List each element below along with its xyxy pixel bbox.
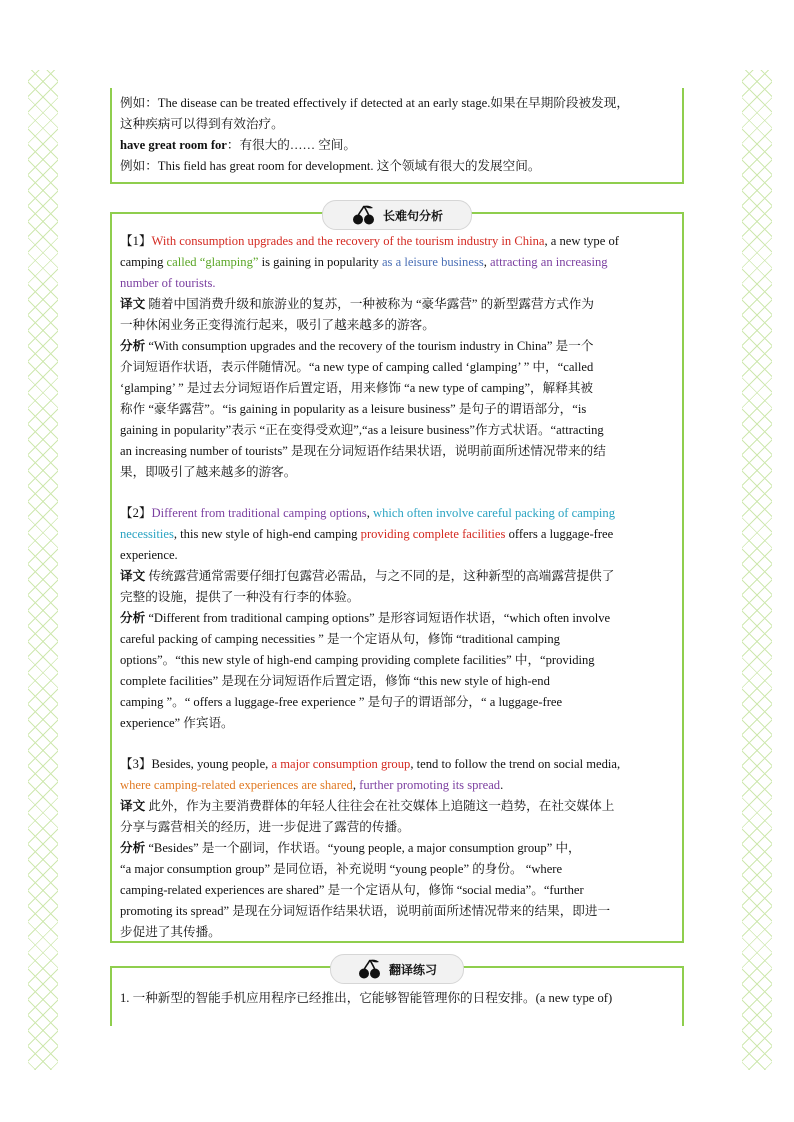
section-header-practice <box>330 954 464 984</box>
clause-purple: Different from traditional camping options <box>151 506 367 520</box>
analysis-2-line-2: careful packing of camping necessities ” 是一个定语从句，修饰 “traditional camping <box>120 632 560 646</box>
sentence-2-line-1 <box>120 503 674 524</box>
clause-plain: , <box>366 506 373 520</box>
clause-cyan: necessities <box>120 527 174 541</box>
clause-plain: . <box>500 778 504 792</box>
sentence-2-line-2 <box>120 524 674 545</box>
phrase-term: have great room for <box>120 138 227 152</box>
analysis-2-line-1 <box>120 608 674 629</box>
analysis-label: 分析 <box>120 841 146 855</box>
clause-red: providing complete facilities <box>360 527 506 541</box>
sentence-1-line-2 <box>120 252 674 273</box>
clause-blue: as a leisure business <box>381 255 484 269</box>
analysis-label: 分析 <box>120 339 146 353</box>
long-sentence-analysis-box <box>110 208 684 943</box>
sentence-2-line-3: experience. <box>120 548 178 562</box>
clause-red: With consumption upgrades and the recovery of the tourism industry in China <box>151 234 545 248</box>
analysis-1-line-6: an increasing number of tourists” 是现在分词短语作结果状语，说明前面所述情况带来的结 <box>120 444 606 458</box>
clause-green: called “glamping” <box>166 255 259 269</box>
translation-label: 译文 <box>120 297 146 311</box>
analysis-3-line-1 <box>120 838 674 859</box>
clause-plain: , this new style of high-end camping <box>173 527 361 541</box>
example-line-2: 例如：This field has great room for development. 这个领域有很大的发展空间。 <box>120 159 541 173</box>
example-translation: 这种疾病可以得到有效治疗。 <box>120 117 284 131</box>
translation-text: 随着中国消费升级和旅游业的复苏，一种被称为 “豪华露营” 的新型露营方式作为 <box>145 297 594 311</box>
translation-practice-box <box>110 962 684 1026</box>
clause-plain: is gaining in popularity <box>258 255 382 269</box>
clause-purple: further promoting its spread <box>359 778 501 792</box>
sentence-number: 【3】 <box>120 757 152 771</box>
clause-plain: camping <box>120 255 167 269</box>
translation-1-line-2: 一种休闲业务正变得流行起来，吸引了越来越多的游客。 <box>120 318 435 332</box>
clause-purple: attracting an increasing <box>490 255 608 269</box>
analysis-label: 分析 <box>120 611 146 625</box>
analysis-1-line-2: 介词短语作状语，表示伴随情况。“a new type of camping called ‘glamping’ ” 中，“called <box>120 360 594 374</box>
analysis-text: “With consumption upgrades and the recovery of the tourism industry in China” 是一个 <box>145 339 594 353</box>
sentence-3-line-2 <box>120 775 674 796</box>
translation-3-line-2: 分享与露营相关的经历，进一步促进了露营的传播。 <box>120 820 410 834</box>
analysis-2-line-3: options”。“this new style of high-end camping providing complete facilities” 中，“providing <box>120 653 595 667</box>
clause-plain: Besides, young people, <box>151 757 272 771</box>
analysis-text: “Besides” 是一个副词，作状语。“young people, a major consumption group” 中， <box>145 841 581 855</box>
sentence-1-line-3: number of tourists. <box>120 276 216 290</box>
sentence-3-line-1 <box>120 754 674 775</box>
translation-label: 译文 <box>120 799 146 813</box>
cherry-icon <box>357 958 383 980</box>
analysis-text: “Different from traditional camping options” 是形容词短语作状语，“which often involve <box>145 611 611 625</box>
sentence-number: 【2】 <box>120 506 152 520</box>
example-line: 例如：The disease can be treated effectively if detected at an early stage.如果在早期阶段被发现， <box>120 96 629 110</box>
clause-plain: , <box>483 255 491 269</box>
translation-3-line-1 <box>120 796 674 817</box>
clause-plain: offers a luggage-free <box>505 527 614 541</box>
cherry-icon <box>351 204 377 226</box>
translation-text: 传统露营通常需要仔细打包露营必需品，与之不同的是，这种新型的高端露营提供了 <box>145 569 615 583</box>
analysis-3-line-5: 步促进了其传播。 <box>120 925 221 939</box>
translation-2-line-1 <box>120 566 674 587</box>
left-decorative-border <box>28 70 58 1070</box>
clause-plain: , a new type of <box>544 234 619 248</box>
practice-question-1: 1. 一种新型的智能手机应用程序已经推出，它能够智能管理你的日程安排。(a new type of) <box>120 991 613 1005</box>
analysis-1-line-1 <box>120 336 674 357</box>
clause-orange: where camping-related experiences are shared <box>120 778 353 792</box>
section-title: 长难句分析 <box>382 208 443 223</box>
analysis-2-line-5: camping ”。“ offers a luggage-free experience ” 是句子的谓语部分，“ a luggage-free <box>120 695 563 709</box>
translation-1-line-1 <box>120 294 674 315</box>
clause-plain: , <box>352 778 360 792</box>
translation-2-line-2: 完整的设施，提供了一种没有行李的体验。 <box>120 590 360 604</box>
translation-text: 此外，作为主要消费群体的年轻人往往会在社交媒体上追随这一趋势，在社交媒体上 <box>145 799 615 813</box>
analysis-3-line-4: promoting its spread” 是现在分词短语作结果状语，说明前面所述情况带来的结果，即进一 <box>120 904 611 918</box>
section-title: 翻译练习 <box>388 962 437 977</box>
phrase-entry <box>120 135 674 156</box>
sentence-1-line-1 <box>120 231 674 252</box>
sentence-number: 【1】 <box>120 234 152 248</box>
translation-label: 译文 <box>120 569 146 583</box>
clause-red: a major consumption group <box>271 757 411 771</box>
analysis-2-line-6: experience” 作宾语。 <box>120 716 234 730</box>
analysis-3-line-2: “a major consumption group” 是同位语，补充说明 “young people” 的身份。 “where <box>120 862 563 876</box>
analysis-1-line-5: gaining in popularity”表示 “正在变得受欢迎”,“as a leisure business”作方式状语。“attracting <box>120 423 604 437</box>
clause-cyan: which often involve careful packing of camping <box>373 506 615 520</box>
vocabulary-box <box>110 88 684 184</box>
analysis-1-line-3: ‘glamping’ ” 是过去分词短语作后置定语，用来修饰 “a new type of camping”，解释其被 <box>120 381 594 395</box>
analysis-1-line-4: 称作 “豪华露营”。“is gaining in popularity as a leisure business” 是句子的谓语部分，“is <box>120 402 587 416</box>
clause-plain: , tend to follow the trend on social media, <box>410 757 621 771</box>
phrase-meaning: ：有很大的…… 空间。 <box>226 138 356 152</box>
analysis-1-line-7: 果，即吸引了越来越多的游客。 <box>120 465 297 479</box>
right-decorative-border <box>742 70 772 1070</box>
analysis-3-line-3: camping-related experiences are shared” 是一个定语从句，修饰 “social media”。“further <box>120 883 584 897</box>
analysis-2-line-4: complete facilities” 是现在分词短语作后置定语，修饰 “this new style of high-end <box>120 674 550 688</box>
section-header-analysis <box>322 200 472 230</box>
